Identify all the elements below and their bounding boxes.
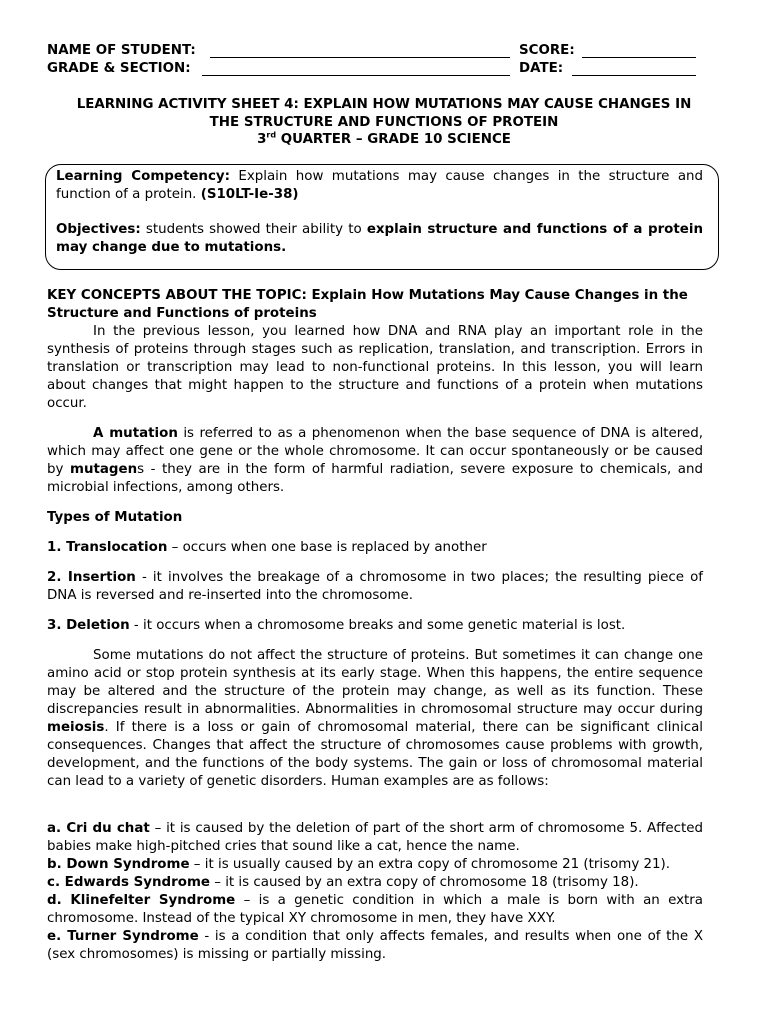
disorder-label: d. Klinefelter Syndrome (47, 893, 236, 908)
name-label: NAME OF STUDENT: (47, 43, 196, 58)
disorder-label: a. Cri du chat (47, 821, 150, 836)
disorder-cri-du-chat (47, 820, 703, 856)
competency-text: Explain how mutations may cause changes in the structure and function of a protein. (56, 169, 704, 202)
score-label: SCORE: (519, 43, 575, 58)
mutagen-text: s - they are in the form of harmful radiation, severe exposure to chemicals, and microbial infections, among others. (47, 462, 704, 495)
mutation-paragraph (47, 425, 703, 497)
learning-competency (56, 168, 703, 204)
mutagen-term: mutagen (70, 462, 138, 477)
key-concepts-heading: KEY CONCEPTS ABOUT THE TOPIC: Explain How Mutations May Cause Changes in the Structure and Functions of proteins (47, 288, 688, 321)
intro-paragraph: In the previous lesson, you learned how DNA and RNA play an important role in the synthesis of proteins through stages such as replication, translation, and transcription. Errors in translation or transcription may lead to non-functional proteins. In this lesson, you will learn about changes that might happen to the structure and functions of a protein when mutations occur. (47, 324, 703, 411)
disorder-label: c. Edwards Syndrome (47, 875, 210, 890)
disorder-text: – is a genetic condition in which a male is born with an extra chromosome. Instead of the typical XY chromosome in men, they have XXY. (47, 893, 703, 926)
disorder-text: – it is caused by an extra copy of chromosome 18 (trisomy 18). (209, 875, 639, 890)
type-item-deletion (47, 617, 703, 635)
type-text: - it involves the breakage of a chromosome in two places; the resulting piece of DNA is reversed and re-inserted into the chromosome. (47, 570, 703, 603)
abnormalities-text-b: . If there is a loss or gain of chromosomal material, there can be significant clinical consequences. Changes that affect the structure of chromosomes cause problems with growth, development, and the functions of the body systems. The gain or loss of chromosomal material can lead to a variety of genetic disorders. Human examples are as follows: (47, 720, 703, 789)
grade-section-label: GRADE & SECTION: (47, 61, 191, 76)
date-field[interactable] (572, 75, 696, 76)
objectives-bold: explain structure and functions of a protein may change due to mutations. (56, 222, 703, 255)
sheet-title-line2: THE STRUCTURE AND FUNCTIONS OF PROTEIN (209, 115, 559, 130)
name-field[interactable] (210, 57, 510, 58)
quarter-number: 3 (257, 132, 267, 147)
type-item-translocation (47, 539, 703, 557)
type-item-insertion (47, 569, 703, 605)
grade-section-field[interactable] (202, 75, 510, 76)
objectives (56, 221, 703, 257)
disorder-text: – it is usually caused by an extra copy of chromosome 21 (trisomy 21). (189, 857, 671, 872)
disorder-text: - is a condition that only affects females, and results when one of the X (sex chromosomes) is missing or partially missing. (47, 929, 703, 962)
disorder-text: – it is caused by the deletion of part of the short arm of chromosome 5. Affected babies make high-pitched cries that sound like a cat, hence the name. (47, 821, 703, 854)
disorder-label: b. Down Syndrome (47, 857, 190, 872)
quarter-ordinal: rd (266, 130, 277, 140)
types-heading: Types of Mutation (47, 510, 183, 525)
mutation-term: A mutation (93, 426, 178, 441)
score-field[interactable] (582, 57, 696, 58)
competency-code: (S10LT-Ie-38) (200, 187, 299, 202)
disorder-down-syndrome (47, 856, 703, 874)
mutation-text: is referred to as a phenomenon when the base sequence of DNA is altered, which may affect one gene or the whole chromosome. It can occur spontaneously or be caused by (47, 426, 703, 477)
objectives-text: students showed their ability to (140, 222, 367, 237)
quarter-text: QUARTER – GRADE 10 SCIENCE (276, 132, 511, 147)
disorder-klinefelter-syndrome (47, 892, 703, 928)
disorder-edwards-syndrome (47, 874, 703, 892)
abnormalities-text-a: Some mutations do not affect the structure of proteins. But sometimes it can change one amino acid or stop protein synthesis at its early stage. When this happens, the entire sequence may be altered and the structure of the protein may change, as well as its function. These discrepancies result in abnormalities. Abnormalities in chromosomal structure may occur during (47, 648, 703, 717)
type-label: 3. Deletion (47, 618, 130, 633)
type-text: – occurs when one base is replaced by another (167, 540, 487, 555)
abnormalities-paragraph (47, 647, 703, 791)
disorder-list (47, 820, 703, 964)
type-label: 2. Insertion (47, 570, 136, 585)
type-text: - it occurs when a chromosome breaks and some genetic material is lost. (129, 618, 626, 633)
date-label: DATE: (519, 61, 564, 76)
competency-label: Learning Competency: (56, 169, 230, 184)
quarter-line (40, 131, 728, 149)
type-label: 1. Translocation (47, 540, 168, 555)
disorder-label: e. Turner Syndrome (47, 929, 199, 944)
sheet-title-line1: LEARNING ACTIVITY SHEET 4: EXPLAIN HOW MUTATIONS MAY CAUSE CHANGES IN (76, 97, 692, 112)
meiosis-term: meiosis (47, 720, 105, 735)
disorder-turner-syndrome (47, 928, 703, 964)
objectives-label: Objectives: (56, 222, 141, 237)
